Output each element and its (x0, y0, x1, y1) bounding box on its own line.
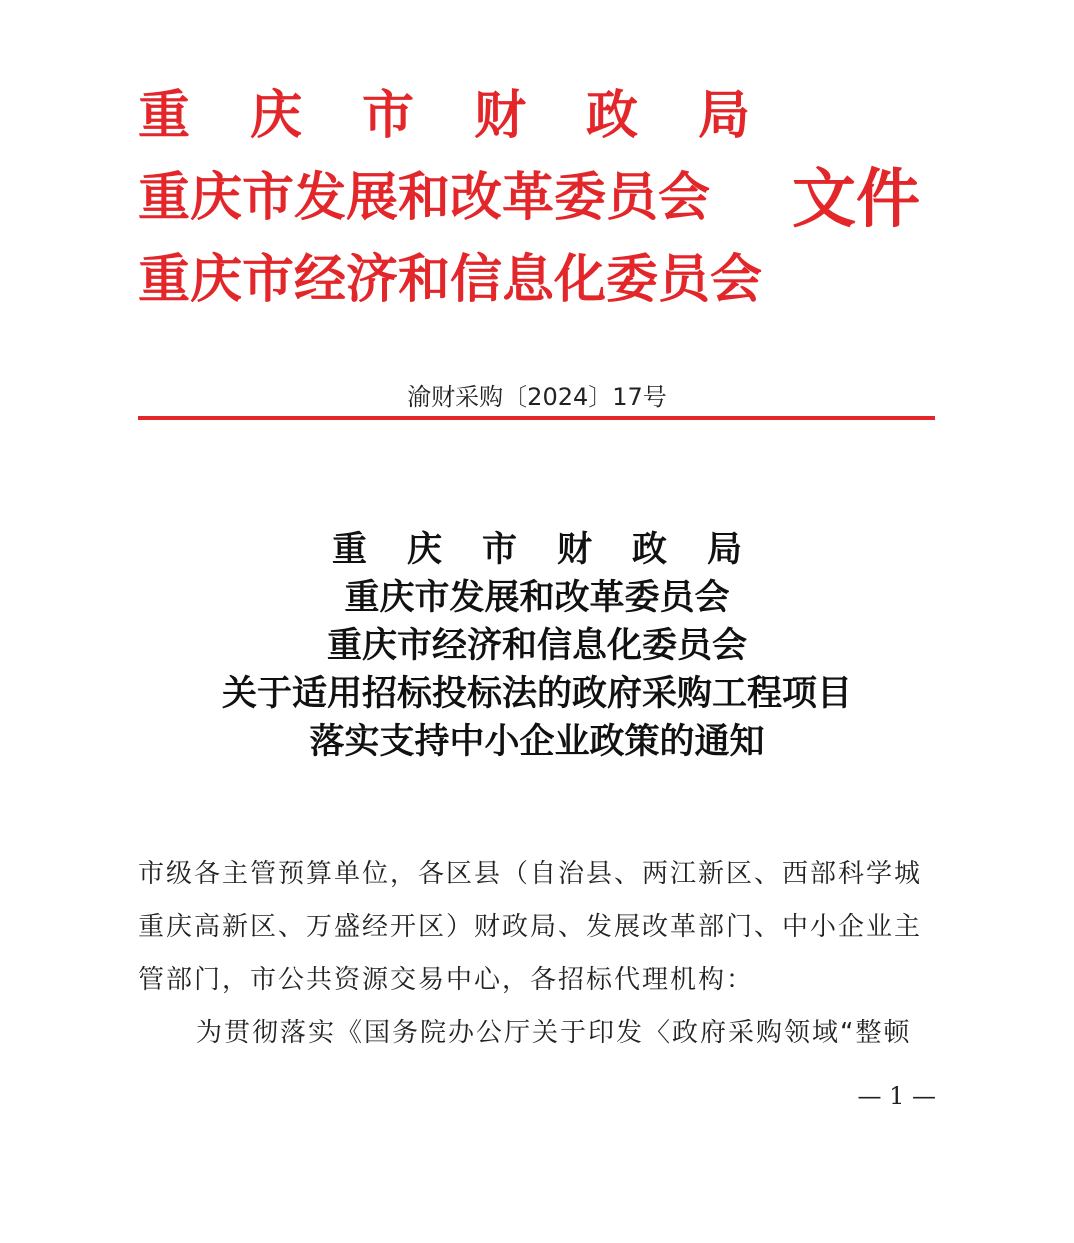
issuer-finance-bureau: 重庆市财政局 (138, 85, 811, 146)
issuer-economy-information-commission: 重庆市经济和信息化委员会 (138, 249, 763, 310)
document-title (0, 526, 1074, 766)
title-line-3: 重庆市经济和信息化委员会 (326, 625, 747, 666)
title-line-4: 关于适用招标投标法的政府采购工程项目 (221, 673, 852, 714)
title-line-1: 重庆市财政局 (331, 529, 782, 570)
page-number: — 1 — (857, 1082, 936, 1110)
document-body (138, 848, 938, 1060)
addressee-paragraph: 市级各主管预算单位，各区县（自治县、两江新区、西部科学城重庆高新区、万盛经开区）财政局、发展改革部门、中小企业主管部门，市公共资源交易中心，各招标代理机构： (138, 859, 923, 995)
red-divider-line (138, 416, 935, 420)
document-type-label: 文件 (792, 162, 920, 237)
document-header (138, 84, 938, 314)
issuer-development-reform-commission: 重庆市发展和改革委员会 (138, 167, 711, 228)
body-paragraph-1: 为贯彻落实《国务院办公厅关于印发〈政府采购领域“整顿 (196, 1018, 912, 1048)
title-line-2: 重庆市发展和改革委员会 (344, 577, 730, 618)
title-line-5: 落实支持中小企业政策的通知 (309, 721, 765, 762)
document-number: 渝财采购〔2024〕17号 (407, 383, 667, 411)
